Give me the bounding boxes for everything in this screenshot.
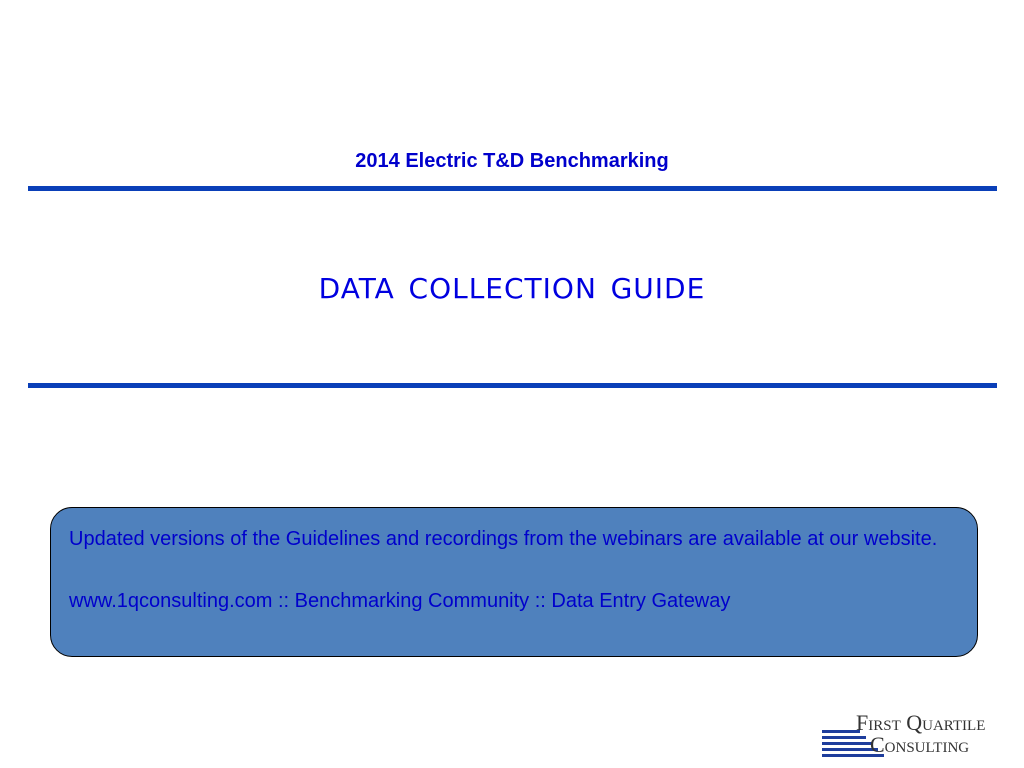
logo-wordmark	[856, 712, 985, 756]
info-paragraph-website: www.1qconsulting.com :: Benchmarking Community :: Data Entry Gateway	[69, 590, 731, 612]
bottom-divider-rule	[28, 383, 997, 388]
slide-subtitle: 2014 Electric T&D Benchmarking	[355, 150, 669, 172]
info-paragraph-updates: Updated versions of the Guidelines and recordings from the webinars are available at our website.	[69, 528, 938, 550]
logo-line-2: Consulting	[870, 732, 970, 757]
info-callout-box	[50, 507, 978, 657]
top-divider-rule	[28, 186, 997, 191]
company-logo	[820, 712, 1020, 762]
paragraph-spacer	[69, 555, 959, 586]
slide-title-text: data collection guide	[318, 262, 706, 308]
logo-line-1: First Quartile	[856, 710, 986, 735]
slide-title	[0, 258, 1024, 312]
